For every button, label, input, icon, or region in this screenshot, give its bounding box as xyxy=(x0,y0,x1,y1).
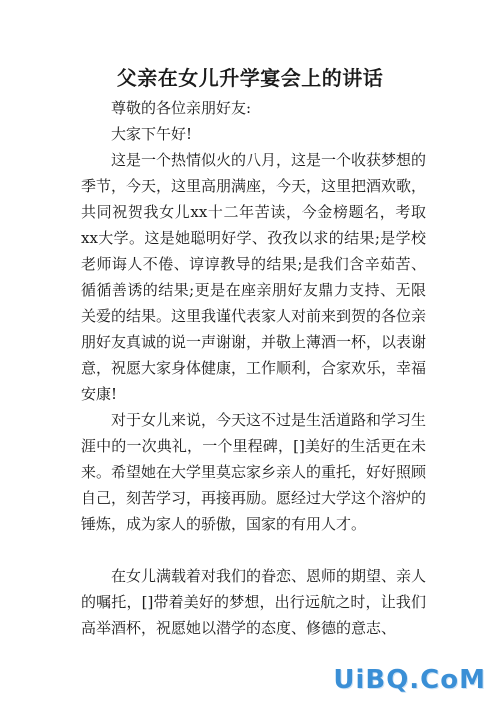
salutation: 尊敬的各位亲朋好友: xyxy=(111,99,252,117)
document-title: 父亲在女儿升学宴会上的讲话 xyxy=(116,66,384,90)
paragraph: 在女儿满载着对我们的眷恋、恩师的期望、亲人的嘱托，[]带着美好的梦想，出行远航之时，让我们高举酒杯，祝愿她以潜学的态度、修德的意志、 xyxy=(81,567,427,637)
paragraph: 这是一个热情似火的八月，这是一个收获梦想的季节，今天，这里高朋满座，今天，这里把酒欢歌，共同祝贺我女儿xx十二年苦读，今金榜题名，考取xx大学。这是她聪明好学、孜孜以求的结果;是学校老师诲人不倦、谆谆教导的结果;是我们含辛茹苦、循循善诱的结果;更是在座亲朋好友鼎力支持、无限关爱的结果。这里我谨代表家人对前来到贺的各位亲朋好友真诚的说一声谢谢，并敬上薄酒一杯，以表谢意，祝愿大家身体健康，工作顺利，合家欢乐，幸福安康! xyxy=(81,151,427,403)
paragraph: 对于女儿来说，今天这不过是生活道路和学习生涯中的一次典礼，一个里程碑，[]美好的生活更在未来。希望她在大学里莫忘家乡亲人的重托，好好照顾自己，刻苦学习，再接再励。愿经过大学这个溶炉的锤炼，成为家人的骄傲，国家的有用人才。 xyxy=(81,411,427,533)
watermark-logo: UiBQ.CoM xyxy=(333,665,486,695)
greeting: 大家下午好! xyxy=(111,125,193,143)
document-body xyxy=(81,95,426,641)
